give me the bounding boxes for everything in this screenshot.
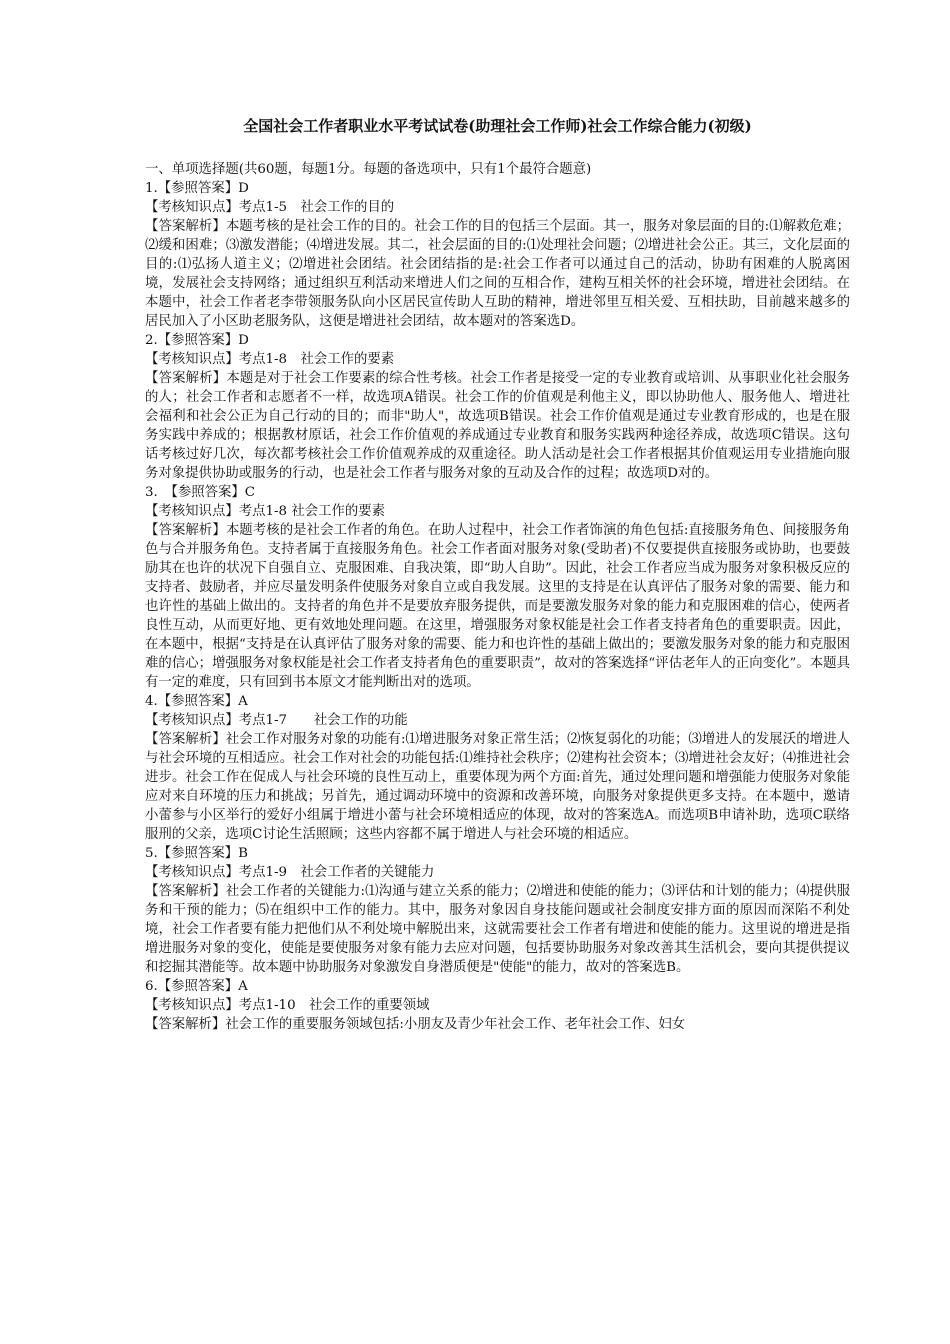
reference-answer: 3. 【参照答案】C bbox=[145, 485, 256, 500]
knowledge-point: 【考核知识点】考点1-9 社会工作者的关键能力 bbox=[145, 865, 435, 880]
reference-answer: 5.【参照答案】B bbox=[145, 846, 248, 861]
knowledge-point: 【考核知识点】考点1-5 社会工作的目的 bbox=[145, 200, 395, 215]
question-block bbox=[145, 179, 850, 331]
question-block bbox=[145, 331, 850, 483]
answer-analysis: 【答案解析】本题考核的是社会工作者的角色。在助人过程中，社会工作者饰演的角色包括:直接服务角色、间接服务角色与合并服务角色。支持者属于直接服务角色。社会工作者面对服务对象(受助者)不仅要提供直接服务或协助，也要鼓励其在也许的状况下自强自立、克服困难、自我决策，即“助人自助”。因此，社会工作者应当成为服务对象积极反应的支持者、鼓励者，并应尽量发明条件使服务对象自立或自我发展。这里的支持是在认真评估了服务对象的需要、能力和也许性的基础上做出的。支持者的角色并不是要放弃服务提供，而是要激发服务对象的能力和克服困难的信心，使两者良性互动，从而更好地、更有效地处理问题。在这里，增强服务对象权能是社会工作者支持者角色的重要职责。因此，在本题中，根据“支持是在认真评估了服务对象的需要、能力和也许性的基础上做出的；要激发服务对象的能力和克服困难的信心；增强服务对象权能是社会工作者支持者角色的重要职责”，故对的答案选择“评估老年人的正向变化”。本题具有一定的难度，只有回到书本原文才能判断出对的选项。 bbox=[145, 523, 850, 690]
knowledge-point: 【考核知识点】考点1-8 社会工作的要素 bbox=[145, 352, 395, 367]
reference-answer: 1.【参照答案】D bbox=[145, 181, 249, 196]
knowledge-point: 【考核知识点】考点1-10 社会工作的重要领域 bbox=[145, 998, 430, 1013]
answer-analysis: 【答案解析】本题是对于社会工作要素的综合性考核。社会工作者是接受一定的专业教育或培训、从事职业化社会服务的人；社会工作者和志愿者不一样，故选项A错误。社会工作的价值观是利他主义，即以协助他人、服务他人、增进社会福利和社会公正为自己行动的目的；而非"助人"，故选项B错误。社会工作价值观是通过专业教育形成的，也是在服务实践中养成的；根据教材原话，社会工作价值观的养成通过专业教育和服务实践两种途径养成，故选项C错误。这句话考核过好几次，每次都考核社会工作价值观养成的双重途径。助人活动是社会工作者根据其价值观运用专业措施向服务对象提供协助或服务的行动，也是社会工作者与服务对象的互动及合作的过程；故选项D对的。 bbox=[145, 371, 850, 481]
question-block bbox=[145, 483, 850, 692]
answer-analysis: 【答案解析】本题考核的是社会工作的目的。社会工作的目的包括三个层面。其一，服务对象层面的目的:⑴解救危难；⑵缓和困难；⑶激发潜能；⑷增进发展。其二，社会层面的目的:⑴处理社会问题；⑵增进社会公正。其三，文化层面的目的:⑴弘扬人道主义；⑵增进社会团结。社会团结指的是:社会工作者可以通过自己的活动，协助有困难的人脱离困境，发展社会支持网络；通过组织互利活动来增进人们之间的互相合作，建构互相关怀的社会环境，增进社会团结。在本题中，社会工作者老李带领服务队向小区居民宣传助人互助的精神，增进邻里互相关爱、互相扶助，目前越来越多的居民加入了小区助老服务队，这便是增进社会团结，故本题对的答案选D。 bbox=[145, 219, 850, 329]
knowledge-point: 【考核知识点】考点1-7 社会工作的功能 bbox=[145, 713, 408, 728]
question-block bbox=[145, 977, 850, 1034]
answer-analysis: 【答案解析】社会工作的重要服务领域包括:小朋友及青少年社会工作、老年社会工作、妇女 bbox=[145, 1017, 686, 1032]
document-page bbox=[145, 115, 850, 1034]
reference-answer: 2.【参照答案】D bbox=[145, 333, 249, 348]
document-title: 全国社会工作者职业水平考试试卷(助理社会工作师)社会工作综合能力(初级) bbox=[243, 117, 752, 135]
section-heading: 一、单项选择题(共60题，每题1分。每题的备选项中，只有1个最符合题意) bbox=[145, 162, 592, 177]
answer-analysis: 【答案解析】社会工作者的关键能力:⑴沟通与建立关系的能力；⑵增进和使能的能力；⑶评估和计划的能力；⑷提供服务和干预的能力；⑸在组织中工作的能力。其中，服务对象因自身技能问题或社会制度安排方面的原因而深陷不利处境，社会工作者要有能力把他们从不利处境中解脱出来，这就需要社会工作者有增进和使能的能力。这里说的增进是指增进服务对象的变化，使能是要使服务对象有能力去应对问题，包括要协助服务对象改善其生活机会，要向其提供提议和挖掘其潜能等。故本题中协助服务对象激发自身潜质便是"使能"的能力，故对的答案选B。 bbox=[145, 884, 850, 975]
question-block bbox=[145, 844, 850, 977]
reference-answer: 4.【参照答案】A bbox=[145, 694, 248, 709]
question-block bbox=[145, 692, 850, 844]
reference-answer: 6.【参照答案】A bbox=[145, 979, 248, 994]
answer-analysis: 【答案解析】社会工作对服务对象的功能有:⑴增进服务对象正常生活；⑵恢复弱化的功能；⑶增进人的发展沃的增进人与社会环境的互相适应。社会工作对社会的功能包括:⑴维持社会秩序；⑵建构社会资本；⑶增进社会友好；⑷推进社会进步。社会工作在促成人与社会环境的良性互动上，重要体现为两个方面:首先，通过处理问题和增强能力使服务对象能应对来自环境的压力和挑战；另首先，通过调动环境中的资源和改善环境，向服务对象提供更多支持。在本题中，邀请小蕾参与小区举行的爱好小组属于增进小蕾与社会环境相适应的体现，故对的答案选A。而选项B申请补助，选项C联络服刑的父亲，选项C讨论生活照顾；这些内容都不属于增进人与社会环境的相适应。 bbox=[145, 732, 850, 842]
knowledge-point: 【考核知识点】考点1-8 社会工作的要素 bbox=[145, 504, 386, 519]
